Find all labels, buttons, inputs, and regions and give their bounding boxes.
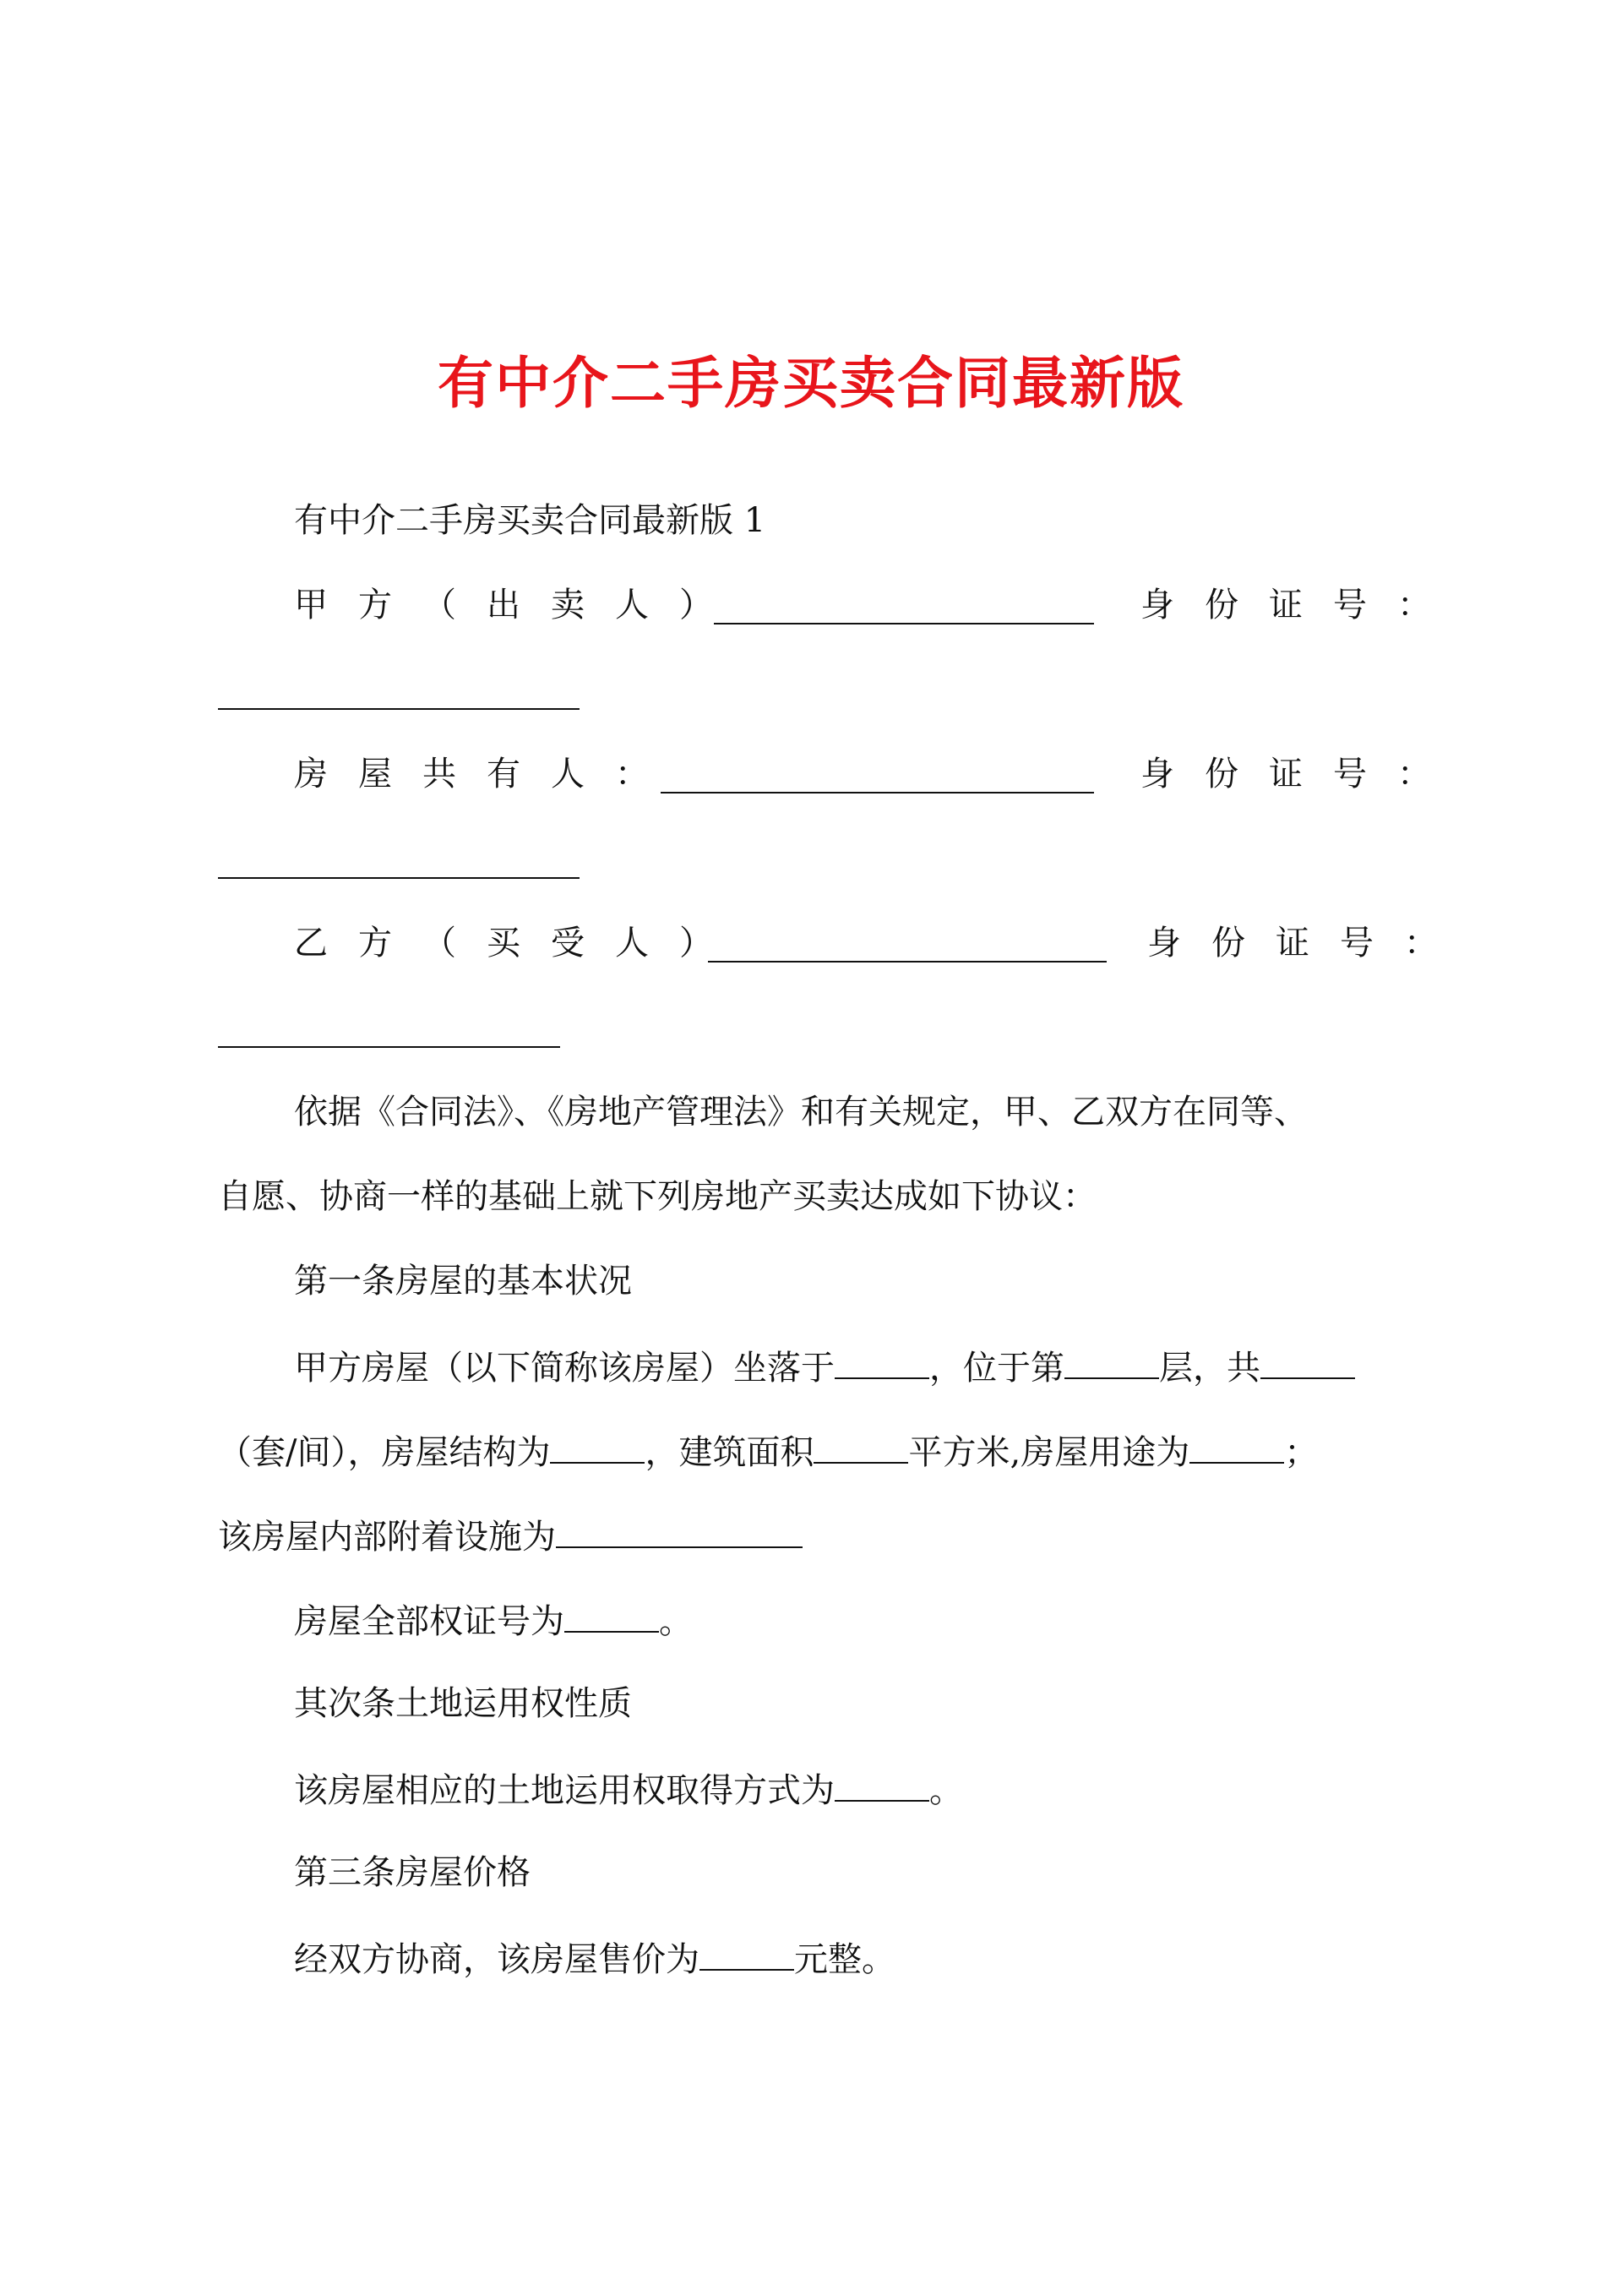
article-1-line-4	[294, 1597, 693, 1644]
article-1-heading: 第一条房屋的基本状况	[294, 1262, 632, 1301]
price-label: 经双方协商，该房屋售价为	[294, 1940, 699, 1979]
co-owner-name-blank[interactable]	[661, 792, 1094, 794]
co-owner-label: 房屋共有人：	[294, 755, 679, 794]
document-title: 有中介二手房买卖合同最新版	[438, 350, 1184, 416]
area-label: ，建筑面积	[645, 1433, 814, 1472]
land-use-blank[interactable]	[835, 1766, 929, 1802]
party-a-id-blank[interactable]	[218, 708, 580, 710]
units-label: （套/间），房屋结构为	[218, 1433, 551, 1472]
party-a-id-label: 身份证号：	[1140, 586, 1461, 624]
article-2-line-1	[294, 1766, 963, 1813]
period: 。	[659, 1602, 693, 1641]
document-subtitle: 有中介二手房买卖合同最新版 1	[294, 501, 766, 540]
party-a-label: 甲方（出卖人）	[294, 586, 743, 624]
certificate-blank[interactable]	[564, 1597, 659, 1633]
article-1-line-3	[218, 1513, 803, 1559]
party-b-id-label: 身份证号：	[1147, 924, 1468, 963]
party-b-name-blank[interactable]	[708, 961, 1107, 963]
intro-line-2: 自愿、协商一样的基础上就下列房地产买卖达成如下协议：	[218, 1177, 1097, 1216]
location-label: 甲方房屋（以下简称该房屋）坐落于	[294, 1349, 835, 1388]
area-blank[interactable]	[814, 1428, 908, 1464]
floor-label: ，位于第	[929, 1349, 1064, 1388]
intro-line-1: 依据《合同法》、《房地产管理法》和有关规定，甲、乙双方在同等、	[294, 1093, 1308, 1132]
facilities-label: 该房屋内部附着设施为	[218, 1518, 556, 1557]
usage-label: 平方米,房屋用途为	[908, 1433, 1190, 1472]
article-3-heading: 第三条房屋价格	[294, 1853, 531, 1892]
party-a-name-blank[interactable]	[714, 623, 1094, 624]
total-floors-label: 层，共	[1159, 1349, 1260, 1388]
land-use-label: 该房屋相应的土地运用权取得方式为	[294, 1771, 835, 1810]
article-1-line-2	[218, 1428, 1318, 1475]
article-3-line-1	[294, 1935, 895, 1982]
price-blank[interactable]	[699, 1935, 794, 1971]
article-1-line-1	[294, 1344, 1355, 1390]
location-blank[interactable]	[835, 1344, 929, 1379]
certificate-label: 房屋全部权证号为	[294, 1602, 564, 1641]
facilities-blank[interactable]	[556, 1513, 803, 1548]
total-floors-blank[interactable]	[1260, 1344, 1355, 1379]
floor-blank[interactable]	[1064, 1344, 1159, 1379]
article-2-heading: 其次条土地运用权性质	[294, 1684, 632, 1723]
semicolon: ；	[1284, 1433, 1319, 1472]
price-unit: 元整。	[794, 1940, 895, 1979]
party-b-id-blank[interactable]	[218, 1046, 560, 1048]
usage-blank[interactable]	[1189, 1428, 1284, 1464]
co-owner-id-blank[interactable]	[218, 877, 580, 879]
structure-blank[interactable]	[550, 1428, 645, 1464]
party-b-label: 乙方（买受人）	[294, 924, 743, 963]
co-owner-id-label: 身份证号：	[1140, 755, 1461, 794]
period: 。	[929, 1771, 963, 1810]
